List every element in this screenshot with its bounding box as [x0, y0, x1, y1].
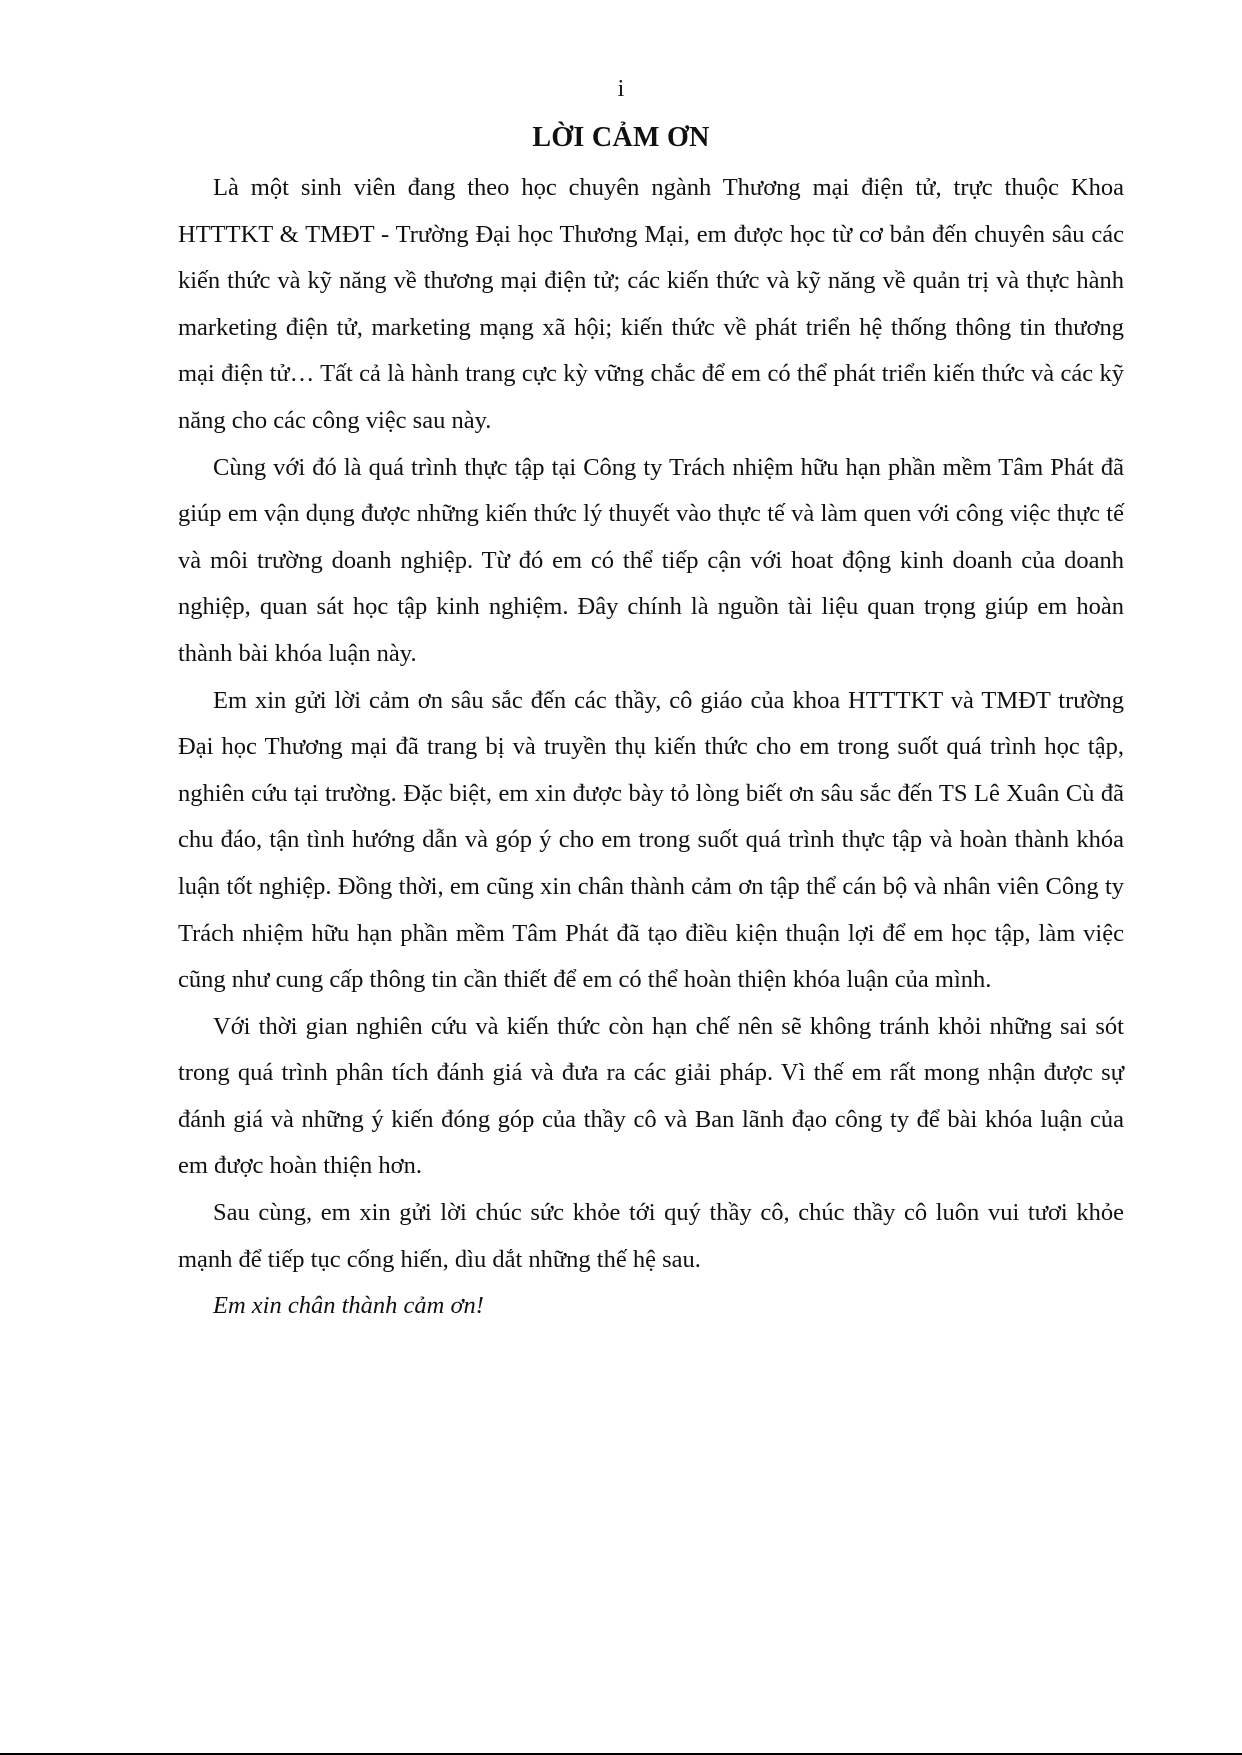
page-number: i — [617, 76, 625, 102]
closing-line: Em xin chân thành cảm ơn! — [213, 1292, 484, 1320]
acknowledgement-body — [178, 165, 1124, 1330]
paragraph-wishes: Sau cùng, em xin gửi lời chúc sức khỏe tới quý thầy cô, chúc thầy cô luôn vui tươi khỏe mạnh để tiếp tục cống hiến, dìu dắt những thế hệ sau. — [178, 1199, 1124, 1273]
paragraph-internship: Cùng với đó là quá trình thực tập tại Công ty Trách nhiệm hữu hạn phần mềm Tâm Phát đã giúp em vận dụng được những kiến thức lý thuyết vào thực tế và làm quen với công việc thực tế và môi trường doanh nghiệp. Từ đó em có thể tiếp cận với hoat động kinh doanh của doanh nghiệp, quan sát học tập kinh nghiệm. Đây chính là nguồn tài liệu quan trọng giúp em hoàn thành bài khóa luận này. — [178, 453, 1124, 667]
paragraph-thanks: Em xin gửi lời cảm ơn sâu sắc đến các thầy, cô giáo của khoa HTTTKT và TMĐT trường Đại học Thương mại đã trang bị và truyền thụ kiến thức cho em trong suốt quá trình học tập, nghiên cứu tại trường. Đặc biệt, em xin được bày tỏ lòng biết ơn sâu sắc đến TS Lê Xuân Cù đã chu đáo, tận tình hướng dẫn và góp ý cho em trong suốt quá trình thực tập và hoàn thành khóa luận tốt nghiệp. Đồng thời, em cũng xin chân thành cảm ơn tập thể cán bộ và nhân viên Công ty Trách nhiệm hữu hạn phần mềm Tâm Phát đã tạo điều kiện thuận lợi để em học tập, làm việc cũng như cung cấp thông tin cần thiết để em có thể hoàn thiện khóa luận của mình. — [178, 686, 1124, 994]
page-title: LỜI CẢM ƠN — [532, 122, 710, 153]
paragraph-limitations: Với thời gian nghiên cứu và kiến thức còn hạn chế nên sẽ không tránh khỏi những sai sót trong quá trình phân tích đánh giá và đưa ra các giải pháp. Vì thế em rất mong nhận được sự đánh giá và những ý kiến đóng góp của thầy cô và Ban lãnh đạo công ty để bài khóa luận của em được hoàn thiện hơn. — [178, 1012, 1124, 1180]
paragraph-intro: Là một sinh viên đang theo học chuyên ngành Thương mại điện tử, trực thuộc Khoa HTTTKT & TMĐT - Trường Đại học Thương Mại, em được học từ cơ bản đến chuyên sâu các kiến thức và kỹ năng về thương mại điện tử; các kiến thức và kỹ năng về quản trị và thực hành marketing điện tử, marketing mạng xã hội; kiến thức về phát triển hệ thống thông tin thương mại điện tử… Tất cả là hành trang cực kỳ vững chắc để em có thể phát triển kiến thức và các kỹ năng cho các công việc sau này. — [178, 174, 1124, 434]
